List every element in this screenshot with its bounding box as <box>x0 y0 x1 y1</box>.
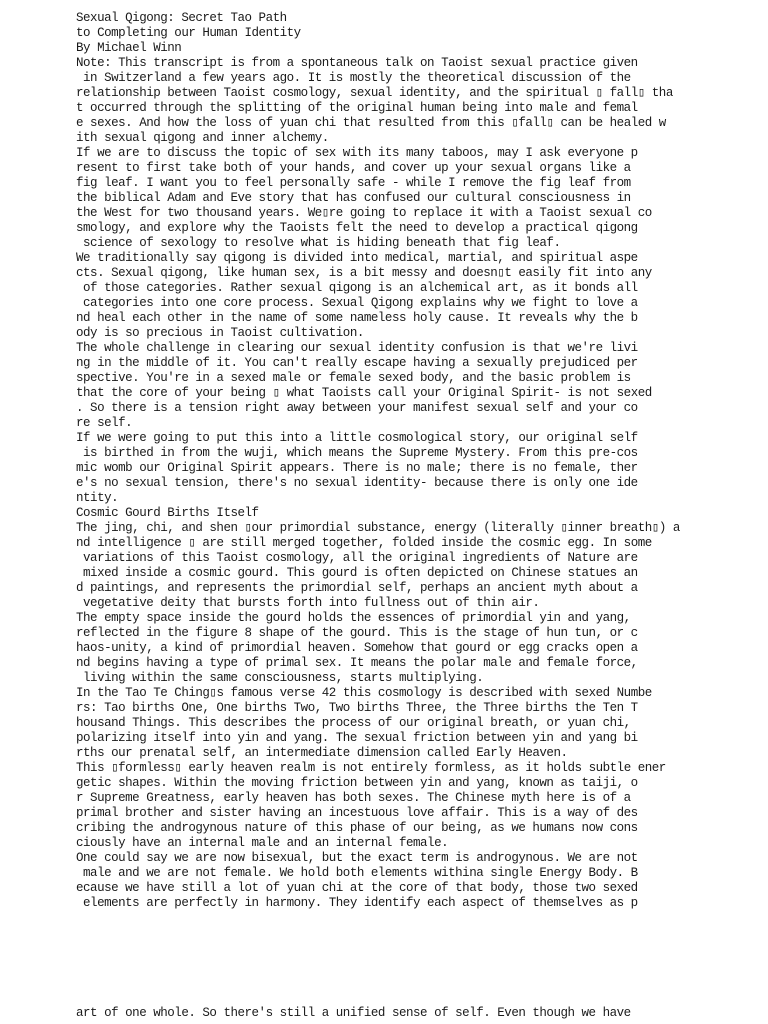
text-line: elements are perfectly in harmony. They identify each aspect of themselves as p <box>76 896 638 910</box>
text-line: Cosmic Gourd Births Itself <box>76 506 259 520</box>
text-line: smology, and explore why the Taoists felt the need to develop a practical qigong <box>76 221 638 235</box>
text-line: nd begins having a type of primal sex. It means the polar male and female force, <box>76 656 638 670</box>
document-body <box>76 11 766 911</box>
text-line: cribing the androgynous nature of this phase of our being, as we humans now cons <box>76 821 638 835</box>
text-line: nd heal each other in the name of some nameless holy cause. It reveals why the b <box>76 311 638 325</box>
text-line: The empty space inside the gourd holds the essences of primordial yin and yang, <box>76 611 631 625</box>
text-line: This ▯formless▯ early heaven realm is not entirely formless, as it holds subtle ener <box>76 761 666 775</box>
text-line: r Supreme Greatness, early heaven has both sexes. The Chinese myth here is of a <box>76 791 631 805</box>
page-bottom-line: art of one whole. So there's still a unified sense of self. Even though we have <box>76 1006 631 1020</box>
text-line: One could say we are now bisexual, but the exact term is androgynous. We are not <box>76 851 638 865</box>
text-line: mixed inside a cosmic gourd. This gourd is often depicted on Chinese statues an <box>76 566 638 580</box>
text-line: relationship between Taoist cosmology, sexual identity, and the spiritual ▯ fall▯ tha <box>76 86 673 100</box>
text-line: of those categories. Rather sexual qigong is an alchemical art, as it bonds all <box>76 281 638 295</box>
text-line: mic womb our Original Spirit appears. There is no male; there is no female, ther <box>76 461 638 475</box>
text-line: the biblical Adam and Eve story that has confused our cultural consciousness in <box>76 191 631 205</box>
text-line: variations of this Taoist cosmology, all the original ingredients of Nature are <box>76 551 638 565</box>
text-line: rths our prenatal self, an intermediate dimension called Early Heaven. <box>76 746 568 760</box>
text-line: science of sexology to resolve what is hiding beneath that fig leaf. <box>76 236 561 250</box>
text-line: polarizing itself into yin and yang. The sexual friction between yin and yang bi <box>76 731 638 745</box>
text-line: If we are to discuss the topic of sex with its many taboos, may I ask everyone p <box>76 146 638 160</box>
text-line: male and we are not female. We hold both elements withina single Energy Body. B <box>76 866 638 880</box>
text-line: primal brother and sister having an incestuous love affair. This is a way of des <box>76 806 638 820</box>
text-line: that the core of your being ▯ what Taoists call your Original Spirit- is not sexed <box>76 386 652 400</box>
text-line: fig leaf. I want you to feel personally safe - while I remove the fig leaf from <box>76 176 631 190</box>
text-line: e's no sexual tension, there's no sexual identity- because there is only one ide <box>76 476 638 490</box>
text-line: re self. <box>76 416 133 430</box>
text-line: Note: This transcript is from a spontaneous talk on Taoist sexual practice given <box>76 56 638 70</box>
text-line: haos-unity, a kind of primordial heaven. Somehow that gourd or egg cracks open a <box>76 641 638 655</box>
text-line: In the Tao Te Ching▯s famous verse 42 this cosmology is described with sexed Numbe <box>76 686 652 700</box>
text-line: ntity. <box>76 491 119 505</box>
text-line: living within the same consciousness, starts multiplying. <box>76 671 484 685</box>
text-line: If we were going to put this into a little cosmological story, our original self <box>76 431 638 445</box>
text-line: rs: Tao births One, One births Two, Two births Three, the Three births the Ten T <box>76 701 638 715</box>
text-line: d paintings, and represents the primordial self, perhaps an ancient myth about a <box>76 581 638 595</box>
text-line: ng in the middle of it. You can't really escape having a sexually prejudiced per <box>76 356 638 370</box>
text-line: getic shapes. Within the moving friction between yin and yang, known as taiji, o <box>76 776 638 790</box>
text-line: cts. Sexual qigong, like human sex, is a bit messy and doesn▯t easily fit into any <box>76 266 652 280</box>
text-line: The jing, chi, and shen ▯our primordial substance, energy (literally ▯inner breath▯) a <box>76 521 680 535</box>
text-line: ith sexual qigong and inner alchemy. <box>76 131 329 145</box>
text-line: e sexes. And how the loss of yuan chi that resulted from this ▯fall▯ can be healed w <box>76 116 666 130</box>
text-line: is birthed in from the wuji, which means the Supreme Mystery. From this pre-cos <box>76 446 638 460</box>
text-line: t occurred through the splitting of the original human being into male and femal <box>76 101 638 115</box>
text-line: We traditionally say qigong is divided into medical, martial, and spiritual aspe <box>76 251 638 265</box>
text-line: vegetative deity that bursts forth into fullness out of thin air. <box>76 596 540 610</box>
text-line: reflected in the figure 8 shape of the gourd. This is the stage of hun tun, or c <box>76 626 638 640</box>
text-line: in Switzerland a few years ago. It is mostly the theoretical discussion of the <box>76 71 631 85</box>
text-line: the West for two thousand years. We▯re going to replace it with a Taoist sexual co <box>76 206 652 220</box>
text-line: nd intelligence ▯ are still merged together, folded inside the cosmic egg. In some <box>76 536 652 550</box>
text-line: resent to first take both of your hands, and cover up your sexual organs like a <box>76 161 631 175</box>
document-title: Sexual Qigong: Secret Tao Path <box>76 11 287 25</box>
text-line: ciously have an internal male and an internal female. <box>76 836 449 850</box>
text-line: categories into one core process. Sexual Qigong explains why we fight to love a <box>76 296 638 310</box>
text-line: to Completing our Human Identity <box>76 26 301 40</box>
document-author: By Michael Winn <box>76 41 182 55</box>
text-line: The whole challenge in clearing our sexual identity confusion is that we're livi <box>76 341 638 355</box>
text-line: . So there is a tension right away between your manifest sexual self and your co <box>76 401 638 415</box>
text-line: ecause we have still a lot of yuan chi at the core of that body, those two sexed <box>76 881 638 895</box>
text-line: spective. You're in a sexed male or female sexed body, and the basic problem is <box>76 371 631 385</box>
text-line: ody is so precious in Taoist cultivation. <box>76 326 364 340</box>
text-line: housand Things. This describes the process of our original breath, or yuan chi, <box>76 716 631 730</box>
